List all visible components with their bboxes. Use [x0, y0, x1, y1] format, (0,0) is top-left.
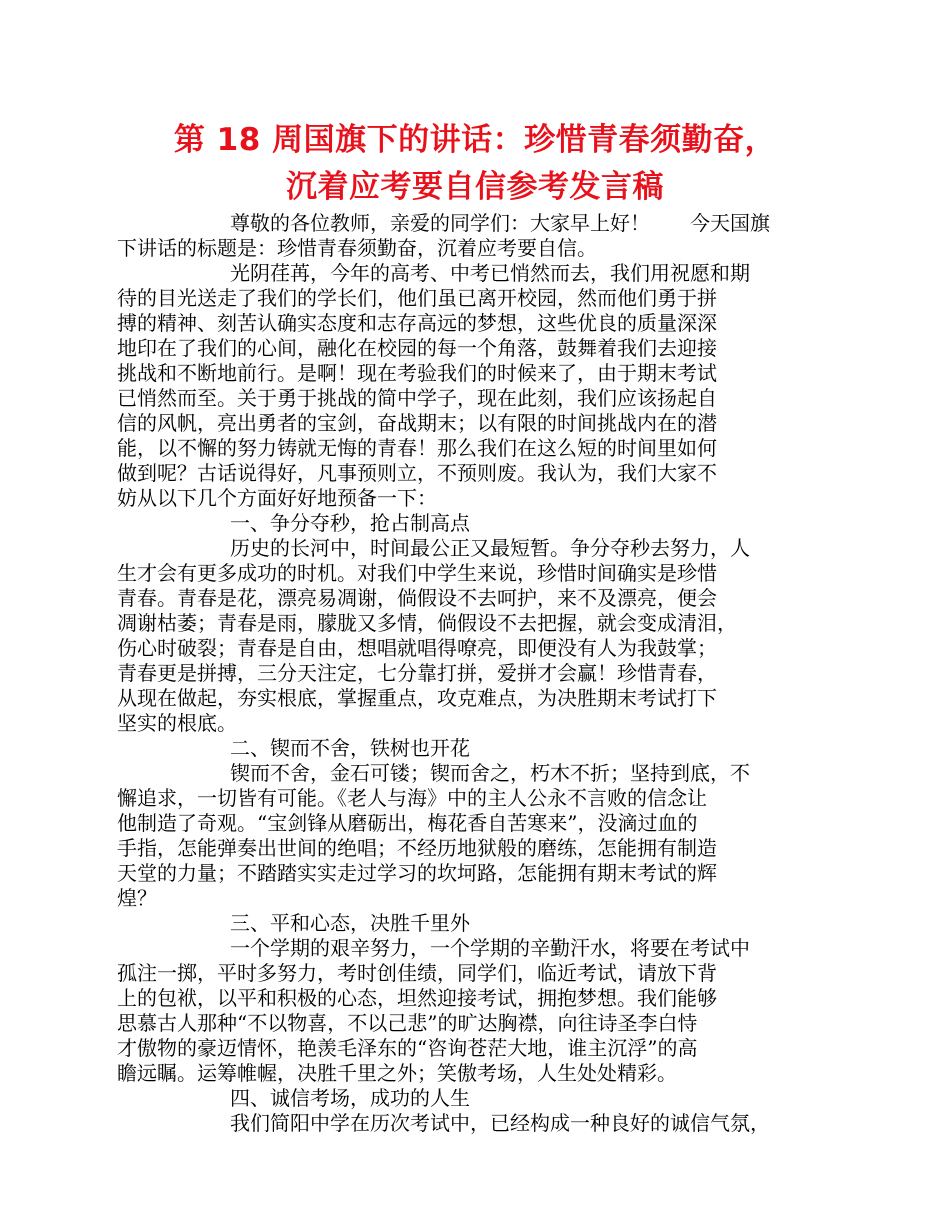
- body-line: 信的风帆，亮出勇者的宝剑，奋战期末；以有限的时间挑战内在的潜: [117, 411, 717, 435]
- body-line: 手指，怎能弹奏出世间的绝唱；不经历地狱般的磨练，怎能拥有制造: [117, 836, 717, 860]
- paragraph-start: 锲而不舍，金石可镂；锲而舍之，朽木不折；坚持到底，不: [230, 761, 750, 785]
- body-line: 思慕古人那种“不以物喜，不以己悲”的旷达胸襟，向往诗圣李白恃: [117, 1011, 698, 1035]
- body-line: 伤心时破裂；青春是自由，想唱就唱得嘹亮，即便没有人为我鼓掌；: [117, 636, 717, 660]
- body-line: 懈追求，一切皆有可能。《老人与海》中的主人公永不言败的信念让: [117, 786, 707, 810]
- body-line: 孤注一掷，平时多努力，考时创佳绩，同学们，临近考试，请放下背: [117, 961, 717, 985]
- body-line: 生才会有更多成功的时机。对我们中学生来说，珍惜时间确实是珍惜: [117, 561, 717, 585]
- paragraph-start: 光阴荏苒，今年的高考、中考已悄然而去，我们用祝愿和期: [230, 261, 750, 285]
- document-title-line-2: 沉着应考要自信参考发言稿: [286, 169, 664, 205]
- body-line: 从现在做起，夯实根底，掌握重点，攻克难点，为决胜期末考试打下: [117, 686, 717, 710]
- body-line: 凋谢枯萎；青春是雨，朦胧又多情，倘假设不去把握，就会变成清泪，: [117, 611, 737, 635]
- body-line: 瞻远瞩。运筹帷幄，决胜千里之外；笑傲考场，人生处处精彩。: [117, 1061, 677, 1085]
- body-line: 做到呢？古话说得好，凡事预则立，不预则废。我认为，我们大家不: [117, 461, 717, 485]
- section-heading-2: 二、锲而不舍，铁树也开花: [230, 736, 470, 760]
- paragraph-start: 历史的长河中，时间最公正又最短暂。争分夺秒去努力，人: [230, 536, 750, 560]
- body-line: 煌？: [117, 886, 157, 910]
- section-heading-3: 三、平和心态，决胜千里外: [230, 911, 470, 935]
- body-line: 他制造了奇观。“宝剑锋从磨砺出，梅花香自苦寒来”，没滴过血的: [117, 811, 698, 835]
- greeting-line: 尊敬的各位教师，亲爱的同学们：大家早上好！ 今天国旗: [230, 211, 770, 235]
- body-line: 已悄然而至。关于勇于挑战的简中学子，现在此刻，我们应该扬起自: [117, 386, 717, 410]
- body-line: 下讲话的标题是：珍惜青春须勤奋，沉着应考要自信。: [117, 236, 597, 260]
- body-line: 挑战和不断地前行。是啊！现在考验我们的时候来了，由于期末考试: [117, 361, 717, 385]
- body-line: 青春更是拼搏，三分天注定，七分靠打拼，爱拼才会赢！珍惜青春，: [117, 661, 717, 685]
- section-heading-1: 一、争分夺秒，抢占制高点: [230, 511, 470, 535]
- body-line: 能，以不懈的努力铸就无悔的青春！那么我们在这么短的时间里如何: [117, 436, 717, 460]
- body-line: 坚实的根底。: [117, 711, 237, 735]
- body-line: 才傲物的豪迈情怀，艳羡毛泽东的“咨询苍茫大地，谁主沉浮”的高: [117, 1036, 698, 1060]
- body-line: 地印在了我们的心间，融化在校园的每一个角落，鼓舞着我们去迎接: [117, 336, 717, 360]
- section-heading-4: 四、诚信考场，成功的人生: [230, 1086, 470, 1110]
- document-body: [117, 211, 837, 1136]
- paragraph-start: 一个学期的艰辛努力，一个学期的辛勤汗水，将要在考试中: [230, 936, 750, 960]
- body-line: 天堂的力量；不踏踏实实走过学习的坎坷路，怎能拥有期末考试的辉: [117, 861, 717, 885]
- paragraph-start: 我们简阳中学在历次考试中，已经构成一种良好的诚信气氛，: [230, 1111, 770, 1135]
- document-title-line-1: 第 18 周国旗下的讲话：珍惜青春须勤奋，: [173, 122, 777, 158]
- body-line: 上的包袱，以平和积极的心态，坦然迎接考试，拥抱梦想。我们能够: [117, 986, 717, 1010]
- body-line: 待的目光送走了我们的学长们，他们虽已离开校园，然而他们勇于拼: [117, 286, 717, 310]
- body-line: 搏的精神、刻苦认确实态度和志存高远的梦想，这些优良的质量深深: [117, 311, 717, 335]
- body-line: 妨从以下几个方面好好地预备一下：: [117, 486, 437, 510]
- body-line: 青春。青春是花，漂亮易凋谢，倘假设不去呵护，来不及漂亮，便会: [117, 586, 717, 610]
